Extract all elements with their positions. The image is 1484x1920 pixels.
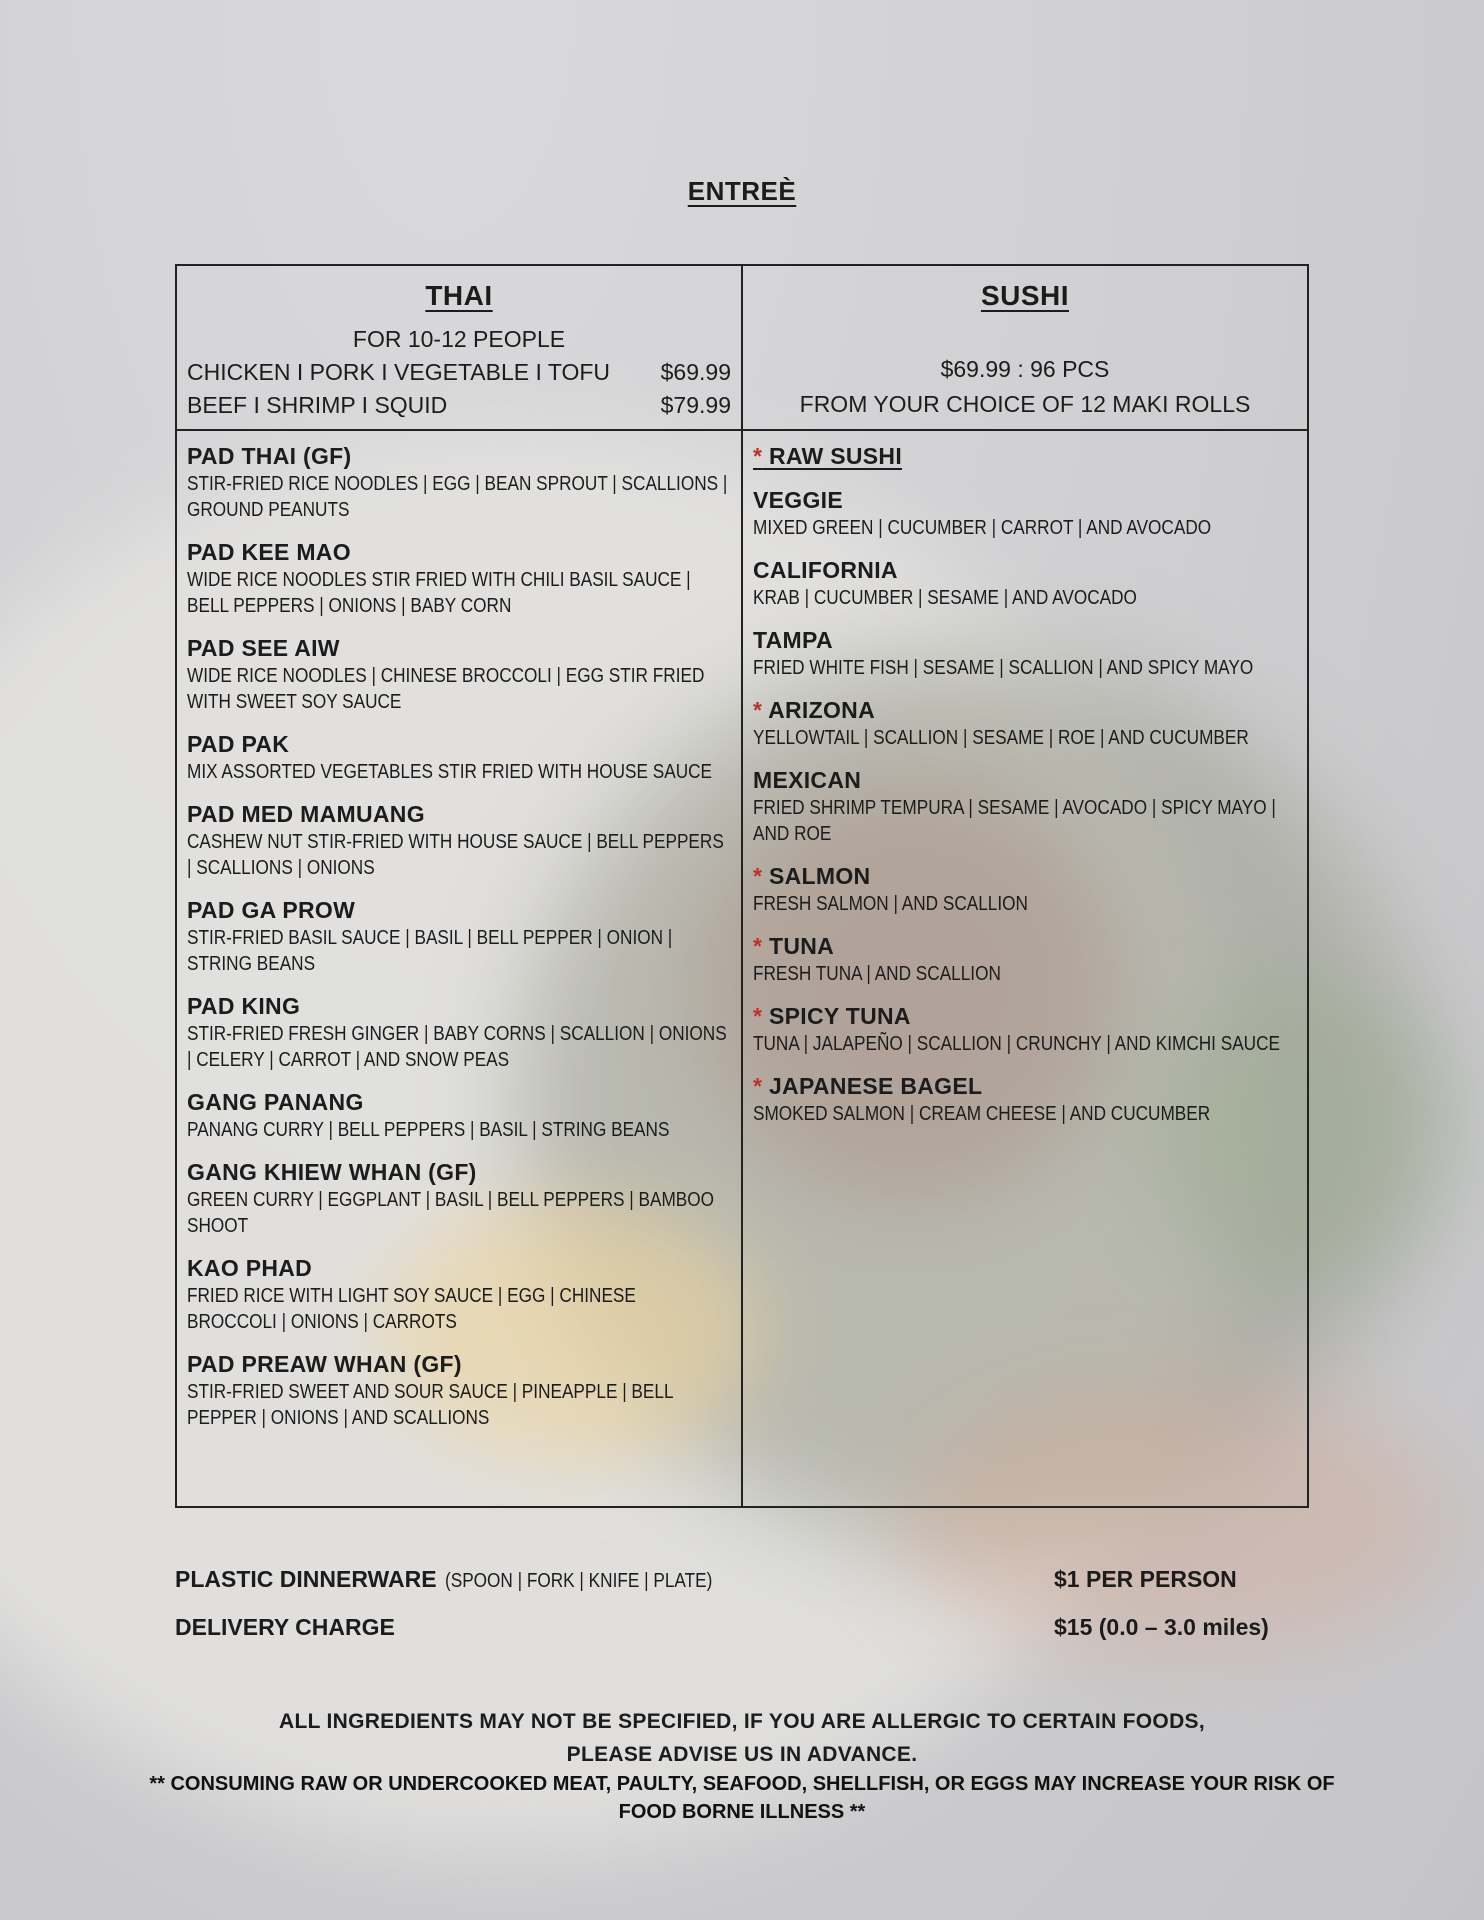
menu-item <box>187 1087 731 1143</box>
menu-item-description: PANANG CURRY | BELL PEPPERS | BASIL | STRING BEANS <box>187 1119 670 1141</box>
menu-item-description: FRIED WHITE FISH | SESAME | SCALLION | AND SPICY MAYO <box>753 657 1254 679</box>
menu-item-name <box>753 625 1297 655</box>
menu-item-description: FRESH SALMON | AND SCALLION <box>753 893 1028 915</box>
menu-item-name-text: GANG PANANG <box>187 1089 364 1115</box>
menu-item-description: SMOKED SALMON | CREAM CHEESE | AND CUCUMBER <box>753 1103 1211 1125</box>
delivery-row <box>175 1614 1309 1646</box>
menu-item-name <box>753 765 1297 795</box>
menu-item-name-text: TUNA <box>768 933 835 959</box>
dinnerware-label-text: PLASTIC DINNERWARE <box>175 1566 437 1592</box>
sushi-item-list <box>753 485 1297 1127</box>
menu-item <box>187 895 731 977</box>
menu-item-name <box>187 799 731 829</box>
menu-item-name-text: TAMPA <box>753 627 833 653</box>
delivery-price: $15 (0.0 – 3.0 miles) <box>1054 1614 1269 1640</box>
menu-item <box>187 729 731 785</box>
menu-item-name <box>187 1157 731 1187</box>
menu-item-name-text: PAD THAI (GF) <box>187 443 352 469</box>
sushi-items-cell <box>742 430 1308 1507</box>
menu-item <box>753 861 1297 917</box>
menu-item-name <box>187 1349 731 1379</box>
menu-item-name-text: MEXICAN <box>753 767 862 793</box>
thai-price-label: BEEF I SHRIMP I SQUID <box>187 392 448 418</box>
menu-item-description: STIR-FRIED FRESH GINGER | BABY CORNS | SCALLION | ONIONS | CELERY | CARROT | AND SNOW PEAS <box>187 1023 727 1071</box>
thai-price-label: CHICKEN I PORK I VEGETABLE I TOFU <box>187 359 611 385</box>
menu-item <box>187 1157 731 1239</box>
thai-price-row <box>187 359 731 386</box>
thai-serves: FOR 10-12 PEOPLE <box>352 326 566 352</box>
allergy-notice-line-1: ALL INGREDIENTS MAY NOT BE SPECIFIED, IF YOU ARE ALLERGIC TO CERTAIN FOODS, <box>279 1710 1205 1733</box>
menu-item-name-text: CALIFORNIA <box>753 557 898 583</box>
menu-item-name-text: GANG KHIEW WHAN (GF) <box>187 1159 477 1185</box>
menu-item <box>753 931 1297 987</box>
menu-item-name-text: PAD GA PROW <box>187 897 356 923</box>
menu-item-description: FRIED SHRIMP TEMPURA | SESAME | AVOCADO | SPICY MAYO | AND ROE <box>753 797 1276 845</box>
dinnerware-note: (SPOON | FORK | KNIFE | PLATE) <box>444 1570 712 1592</box>
menu-item <box>753 695 1297 751</box>
menu-item-name <box>753 555 1297 585</box>
menu-item-description: STIR-FRIED SWEET AND SOUR SAUCE | PINEAPPLE | BELL PEPPER | ONIONS | AND SCALLIONS <box>187 1381 673 1429</box>
menu-item-name-text: PAD SEE AIW <box>187 635 340 661</box>
thai-header-cell <box>176 265 742 430</box>
raw-star-icon: * <box>753 933 763 959</box>
sushi-header-cell <box>742 265 1308 430</box>
delivery-label: DELIVERY CHARGE <box>175 1614 395 1640</box>
raw-sushi-legend <box>753 441 1297 471</box>
raw-star-icon: * <box>753 697 763 723</box>
entree-menu-table <box>175 264 1309 1508</box>
food-safety-warning: ** CONSUMING RAW OR UNDERCOOKED MEAT, PAULTY, SEAFOOD, SHELLFISH, OR EGGS MAY INCREASE YOUR RISK OF FOOD BORNE ILLNESS ** <box>149 1773 1335 1823</box>
allergy-notice-line-2: PLEASE ADVISE US IN ADVANCE. <box>566 1743 918 1766</box>
menu-item <box>753 625 1297 681</box>
menu-item-description: TUNA | JALAPEÑO | SCALLION | CRUNCHY | AND KIMCHI SAUCE <box>753 1033 1280 1055</box>
menu-item-description: CASHEW NUT STIR-FRIED WITH HOUSE SAUCE | BELL PEPPERS | SCALLIONS | ONIONS <box>187 831 724 879</box>
menu-item-name-text: VEGGIE <box>753 487 843 513</box>
menu-item-name <box>187 895 731 925</box>
menu-item-name <box>187 991 731 1021</box>
thai-item-list <box>187 441 731 1431</box>
menu-item-name-text: ARIZONA <box>768 697 875 723</box>
menu-item-name <box>753 485 1297 515</box>
menu-item-name-text: PAD KEE MAO <box>187 539 351 565</box>
menu-item-description: STIR-FRIED BASIL SAUCE | BASIL | BELL PEPPER | ONION | STRING BEANS <box>187 927 673 975</box>
thai-price-value: $69.99 <box>660 359 731 385</box>
menu-item <box>187 1349 731 1431</box>
menu-item-description: STIR-FRIED RICE NOODLES | EGG | BEAN SPROUT | SCALLIONS | GROUND PEANUTS <box>187 473 728 521</box>
menu-item-name-text: KAO PHAD <box>187 1255 313 1281</box>
raw-sushi-label <box>753 443 902 469</box>
menu-item-description: WIDE RICE NOODLES | CHINESE BROCCOLI | EGG STIR FRIED WITH SWEET SOY SAUCE <box>187 665 705 713</box>
menu-item-name-text: SALMON <box>768 863 871 889</box>
dinnerware-price: $1 PER PERSON <box>1054 1566 1237 1592</box>
menu-item <box>753 555 1297 611</box>
raw-star-icon: * <box>753 863 763 889</box>
thai-price-row <box>187 392 731 419</box>
menu-item-name <box>753 1001 1297 1031</box>
menu-item-description: YELLOWTAIL | SCALLION | SESAME | ROE | AND CUCUMBER <box>753 727 1249 749</box>
menu-item <box>753 1071 1297 1127</box>
menu-item-name <box>187 1087 731 1117</box>
menu-item-name <box>753 1071 1297 1101</box>
menu-item <box>187 1253 731 1335</box>
menu-item-name <box>187 441 731 471</box>
menu-item-description: KRAB | CUCUMBER | SESAME | AND AVOCADO <box>753 587 1137 609</box>
menu-item-name-text: PAD PAK <box>187 731 290 757</box>
menu-item-description: MIX ASSORTED VEGETABLES STIR FRIED WITH HOUSE SAUCE <box>187 761 713 783</box>
menu-item <box>187 441 731 523</box>
menu-item <box>187 799 731 881</box>
menu-item-name <box>753 931 1297 961</box>
menu-item-name-text: SPICY TUNA <box>768 1003 911 1029</box>
menu-item-description: GREEN CURRY | EGGPLANT | BASIL | BELL PEPPERS | BAMBOO SHOOT <box>187 1189 715 1237</box>
menu-item-description: FRIED RICE WITH LIGHT SOY SAUCE | EGG | CHINESE BROCCOLI | ONIONS | CARROTS <box>187 1285 636 1333</box>
menu-item-name <box>187 633 731 663</box>
menu-item-description: MIXED GREEN | CUCUMBER | CARROT | AND AVOCADO <box>753 517 1212 539</box>
thai-price-value: $79.99 <box>660 392 731 418</box>
menu-item <box>753 485 1297 541</box>
menu-item-description: WIDE RICE NOODLES STIR FRIED WITH CHILI BASIL SAUCE | BELL PEPPERS | ONIONS | BABY CORN <box>187 569 691 617</box>
menu-item <box>187 991 731 1073</box>
menu-item-name <box>187 729 731 759</box>
menu-item <box>753 1001 1297 1057</box>
menu-item-name <box>187 537 731 567</box>
thai-heading: THAI <box>425 280 493 311</box>
raw-star-icon: * <box>753 443 763 469</box>
menu-item <box>187 537 731 619</box>
dinnerware-label <box>175 1566 755 1593</box>
menu-item-name-text: PAD MED MAMUANG <box>187 801 425 827</box>
sushi-choice: FROM YOUR CHOICE OF 12 MAKI ROLLS <box>799 391 1251 417</box>
menu-item-name-text: PAD KING <box>187 993 301 1019</box>
sushi-deal: $69.99 : 96 PCS <box>940 356 1110 382</box>
menu-item-name-text: JAPANESE BAGEL <box>768 1073 983 1099</box>
raw-sushi-text: RAW SUSHI <box>768 443 903 469</box>
menu-item-name <box>753 861 1297 891</box>
dinnerware-row <box>175 1566 1309 1598</box>
menu-item <box>187 633 731 715</box>
raw-star-icon: * <box>753 1003 763 1029</box>
menu-item-name <box>187 1253 731 1283</box>
sushi-heading: SUSHI <box>980 280 1070 311</box>
menu-item-name-text: PAD PREAW WHAN (GF) <box>187 1351 462 1377</box>
menu-item-name <box>753 695 1297 725</box>
thai-items-cell <box>176 430 742 1507</box>
menu-item-description: FRESH TUNA | AND SCALLION <box>753 963 1001 985</box>
page-title: ENTREÈ <box>687 176 797 206</box>
menu-item <box>753 765 1297 847</box>
raw-star-icon: * <box>753 1073 763 1099</box>
